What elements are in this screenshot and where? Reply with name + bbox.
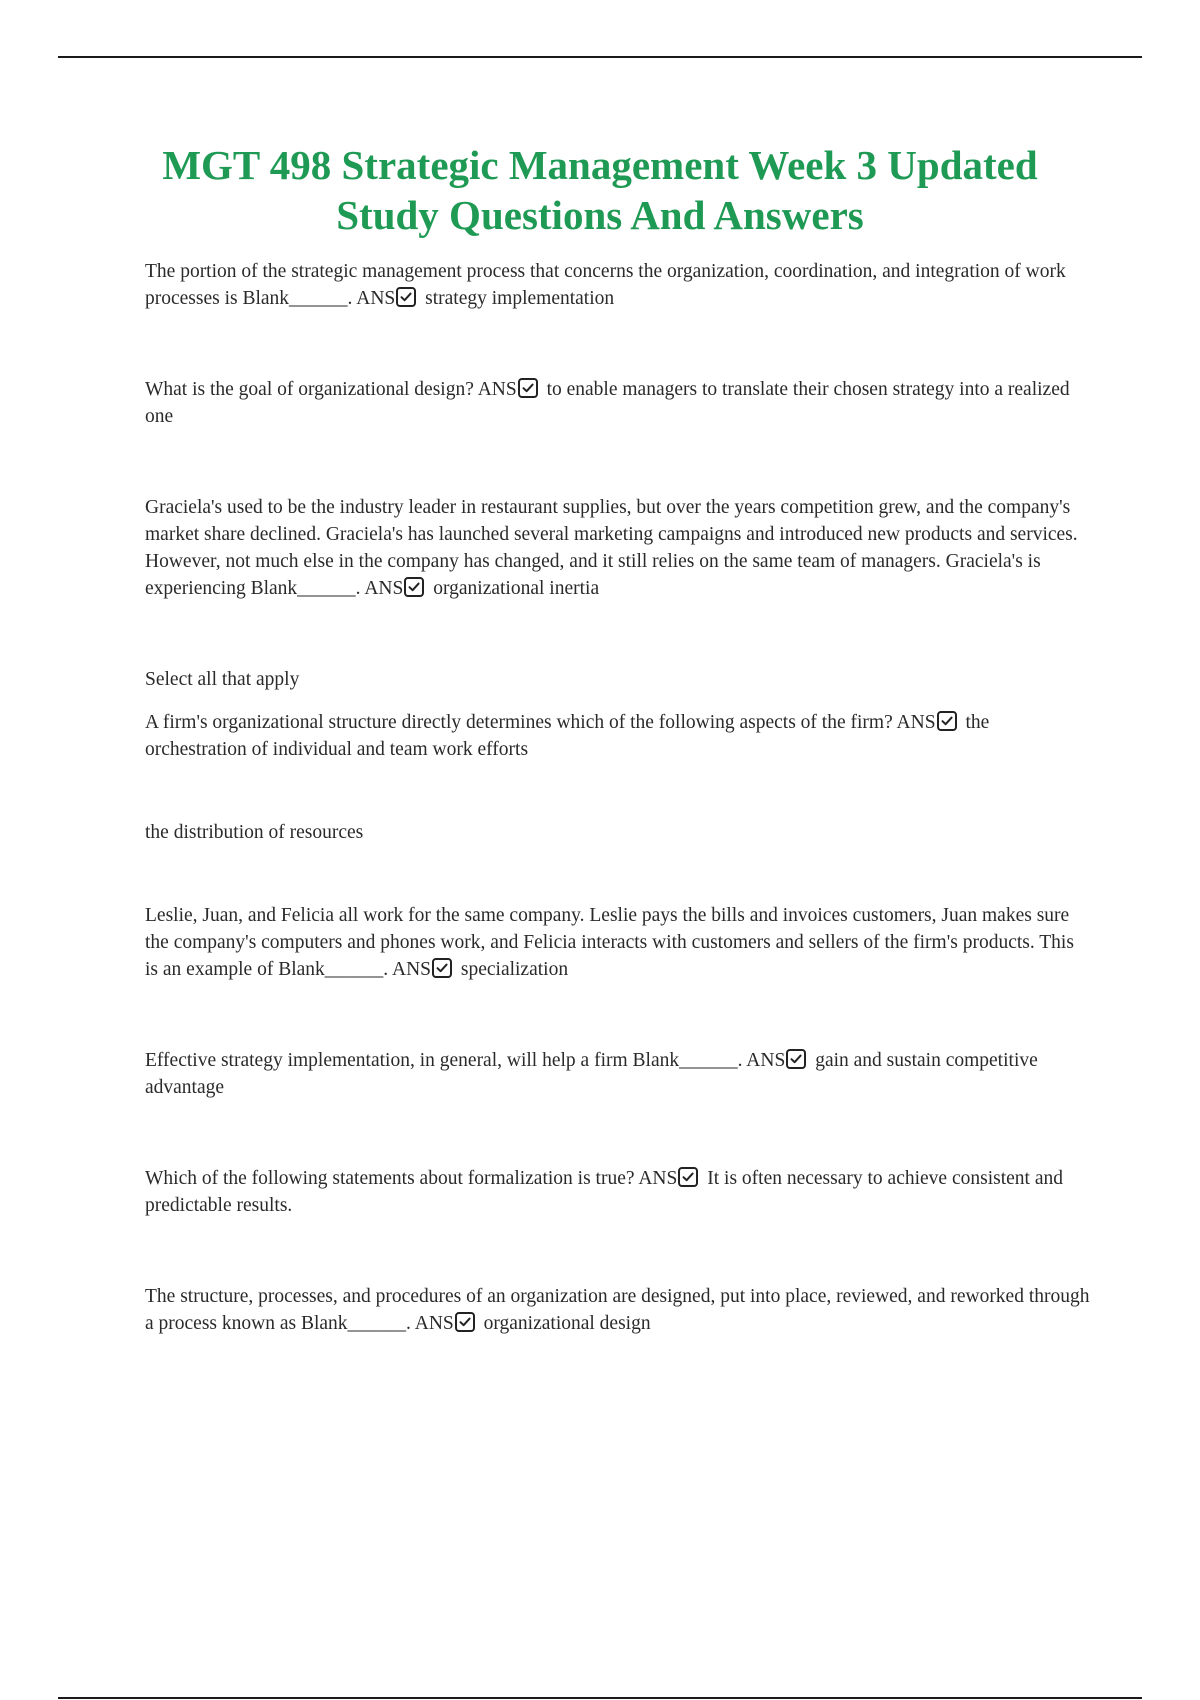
checkbox-checked-icon xyxy=(432,958,452,978)
title-line-1: MGT 498 Strategic Management Week 3 Updated xyxy=(162,142,1038,188)
page-title xyxy=(100,140,1100,240)
qa-list xyxy=(145,258,1090,1337)
question-text: A firm's organizational structure directly determines which of the following aspects of the firm? xyxy=(145,712,893,733)
ans-label: ANS xyxy=(391,959,431,980)
question-text: The structure, processes, and procedures of an organization are designed, put into place, reviewed, and reworked through a process known as Blank______. xyxy=(145,1286,1090,1334)
top-rule xyxy=(58,56,1142,58)
answer-text: It is often necessary to achieve consistent and predictable results. xyxy=(145,1168,1063,1216)
question-text: The portion of the strategic management process that concerns the organization, coordination, and integration of work processes is Blank______. xyxy=(145,261,1066,309)
ans-label: ANS xyxy=(746,1050,786,1071)
answer-text: to enable managers to translate their chosen strategy into a realized one xyxy=(145,379,1070,427)
question-text: Which of the following statements about formalization is true? xyxy=(145,1168,635,1189)
title-line-2: Study Questions And Answers xyxy=(336,192,864,238)
checkbox-checked-icon xyxy=(786,1049,806,1069)
qa-item-4 xyxy=(145,709,1090,763)
checkbox-checked-icon xyxy=(396,287,416,307)
ans-label: ANS xyxy=(477,379,517,400)
qa-item-3 xyxy=(145,494,1090,602)
answer-text: gain and sustain competitive advantage xyxy=(145,1050,1038,1098)
qa-item-8 xyxy=(145,1283,1090,1337)
qa-item-2 xyxy=(145,376,1090,430)
ans-label: ANS xyxy=(356,288,396,309)
qa-item-5 xyxy=(145,902,1090,983)
qa-item-7 xyxy=(145,1165,1090,1219)
ans-label: ANS xyxy=(364,578,404,599)
answer-text: strategy implementation xyxy=(425,288,615,309)
qa-item-4-extra-answer: the distribution of resources xyxy=(145,822,364,843)
qa-item-6 xyxy=(145,1047,1090,1101)
ans-label: ANS xyxy=(414,1313,454,1334)
qa-item-1 xyxy=(145,258,1090,312)
answer-text: organizational design xyxy=(483,1313,651,1334)
ans-label: ANS xyxy=(638,1168,678,1189)
checkbox-checked-icon xyxy=(404,577,424,597)
answer-text: the orchestration of individual and team work efforts xyxy=(145,712,990,760)
question-text: Effective strategy implementation, in general, will help a firm Blank______. xyxy=(145,1050,743,1071)
checkbox-checked-icon xyxy=(937,711,957,731)
question-text: What is the goal of organizational design? xyxy=(145,379,474,400)
checkbox-checked-icon xyxy=(678,1167,698,1187)
answer-text: specialization xyxy=(460,959,569,980)
question-text: Graciela's used to be the industry leader in restaurant supplies, but over the years competition grew, and the company's market share declined. Graciela's has launched several marketing campaigns and introduced new products and services. However, not much else in the company has changed, and it still relies on the same team of managers. Graciela's is experiencing Blank______. xyxy=(145,497,1078,599)
checkbox-checked-icon xyxy=(455,1312,475,1332)
bottom-rule xyxy=(58,1697,1142,1699)
qa-item-4-prefix: Select all that apply xyxy=(145,669,300,690)
answer-text: organizational inertia xyxy=(433,578,600,599)
ans-label: ANS xyxy=(896,712,936,733)
question-text: Leslie, Juan, and Felicia all work for the same company. Leslie pays the bills and invoices customers, Juan makes sure the company's computers and phones work, and Felicia interacts with customers and sellers of the firm's products. This is an example of Blank______. xyxy=(145,905,1074,980)
checkbox-checked-icon xyxy=(518,378,538,398)
